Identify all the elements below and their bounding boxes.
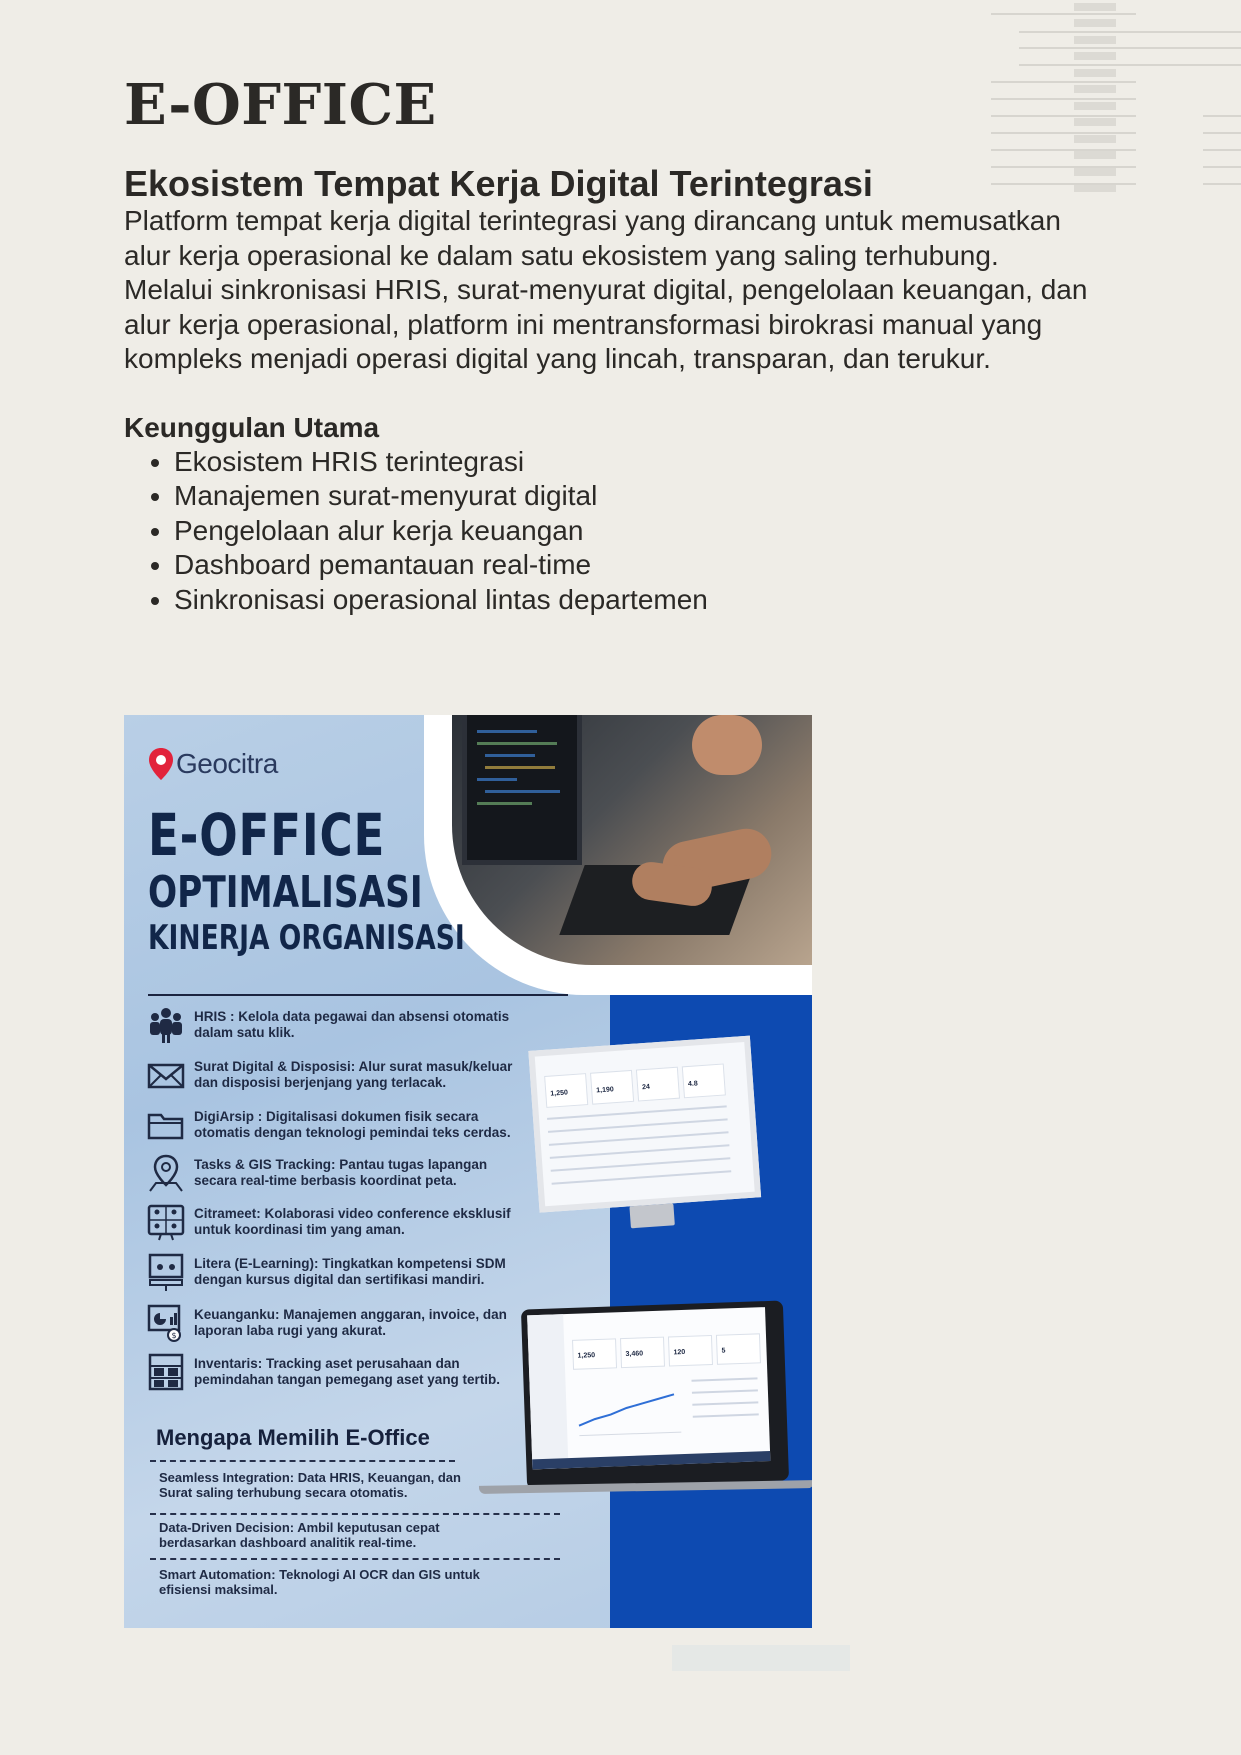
feature-text: HRIS : Kelola data pegawai dan absensi otomatis dalam satu klik. — [194, 1009, 510, 1040]
laptop-mockup — [479, 1305, 812, 1505]
feature-digiarsip — [146, 1105, 516, 1145]
advantages-heading: Keunggulan Utama — [124, 411, 380, 443]
advantages-list — [124, 445, 1104, 618]
why-item: Seamless Integration: Data HRIS, Keuangan, dan Surat saling terhubung secara otomatis. — [159, 1470, 461, 1500]
intro-paragraph-2: Melalui sinkronisasi HRIS, surat-menyurat digital, pengelolaan keuangan, dan alur kerja operasional, platform ini mentransformasi birokrasi manual yang kompleks menjadi operasi digital yang lincah, transparan, dan terukur. — [124, 274, 1088, 374]
shelf-icon — [146, 1352, 186, 1392]
photo-frame — [424, 715, 812, 995]
why-item: Data-Driven Decision: Ambil keputusan cepat berdasarkan dashboard analitik real-time. — [159, 1520, 440, 1550]
feature-text: Tasks & GIS Tracking: Pantau tugas lapangan secara real-time berbasis koordinat peta. — [194, 1157, 488, 1188]
feature-text: Citrameet: Kolaborasi video conference eksklusif untuk koordinasi tim yang aman. — [194, 1206, 511, 1237]
why-item: Smart Automation: Teknologi AI OCR dan GIS untuk efisiensi maksimal. — [159, 1567, 480, 1597]
poster-divider — [148, 994, 568, 996]
feature-text: DigiArsip : Digitalisasi dokumen fisik secara otomatis dengan teknologi pemindai teks cerdas. — [194, 1109, 511, 1140]
document-body — [124, 68, 1104, 617]
list-item: • Pengelolaan alur kerja keuangan — [174, 514, 1104, 549]
finance-chart-icon — [146, 1303, 186, 1343]
why-heading: Mengapa Memilih E-Office — [156, 1425, 430, 1450]
laptop-screen — [527, 1307, 770, 1469]
photo-monitor — [462, 715, 582, 865]
page-title: E-OFFICE — [124, 72, 437, 138]
feature-litera — [146, 1252, 516, 1292]
feature-text: Surat Digital & Disposisi: Alur surat masuk/keluar dan disposisi berjenjang yang terlacak. — [194, 1059, 513, 1090]
stat-value: 3,460 — [625, 1350, 644, 1359]
feature-keuanganku — [146, 1303, 516, 1343]
laptop-line-chart — [573, 1372, 685, 1446]
feature-surat-digital — [146, 1055, 516, 1095]
laptop-screen-frame — [521, 1300, 789, 1489]
stat-value: 24 — [641, 1083, 651, 1092]
envelope-icon — [146, 1055, 186, 1095]
eoffice-poster-image — [124, 715, 812, 1628]
map-pin-icon — [148, 747, 174, 781]
svg-text:$: $ — [171, 1331, 177, 1340]
dashed-divider — [150, 1460, 455, 1462]
dashed-divider — [150, 1558, 560, 1560]
people-icon — [146, 1005, 186, 1045]
page-subtitle: Ekosistem Tempat Kerja Digital Terintegrasi — [124, 163, 873, 204]
feature-text: Inventaris: Tracking aset perusahaan dan pemindahan tangan pemegang aset yang tertib. — [194, 1356, 501, 1387]
feature-inventaris — [146, 1352, 516, 1392]
presentation-icon — [146, 1252, 186, 1292]
feature-text: Litera (E-Learning): Tingkatkan kompetensi SDM dengan kursus digital dan sertifikasi mandiri. — [194, 1256, 506, 1287]
workspace-photo — [452, 715, 812, 965]
feature-hris — [146, 1005, 516, 1045]
feature-gis-tracking — [146, 1153, 516, 1193]
poster-title: E-OFFICE — [148, 801, 386, 869]
dashed-divider — [150, 1513, 560, 1515]
stat-value: 1,190 — [596, 1086, 615, 1095]
geocitra-logo — [148, 747, 278, 781]
feature-citrameet — [146, 1202, 516, 1242]
intro-paragraph-1: Platform tempat kerja digital terintegrasi yang dirancang untuk memusatkan alur kerja operasional ke dalam satu ekosistem yang saling terhubung. — [124, 205, 1061, 271]
stat-value: 1,250 — [577, 1352, 596, 1360]
list-item: • Sinkronisasi operasional lintas departemen — [174, 583, 1104, 618]
stat-value: 120 — [673, 1348, 686, 1357]
list-item: • Ekosistem HRIS terintegrasi — [174, 445, 1104, 480]
poster-title-line2: OPTIMALISASI — [148, 867, 423, 918]
poster-title-line3: KINERJA ORGANISASI — [148, 918, 465, 958]
photo-hand — [692, 715, 762, 775]
folder-icon — [146, 1105, 186, 1145]
map-pin-icon — [146, 1153, 186, 1193]
stat-value: 4.8 — [687, 1080, 699, 1088]
video-conference-icon — [146, 1202, 186, 1242]
feature-text: Keuanganku: Manajemen anggaran, invoice, dan laporan laba rugi yang akurat. — [194, 1307, 507, 1338]
stat-value: 1,250 — [550, 1089, 569, 1098]
desktop-monitor-mockup — [528, 1035, 764, 1220]
monitor-screen — [528, 1036, 761, 1213]
list-item: • Manajemen surat-menyurat digital — [174, 479, 1104, 514]
logo-text: Geocitra — [176, 748, 278, 779]
list-item: • Dashboard pemantauan real-time — [174, 548, 1104, 583]
decorative-block — [672, 1645, 850, 1671]
stat-value: 5 — [721, 1347, 726, 1355]
